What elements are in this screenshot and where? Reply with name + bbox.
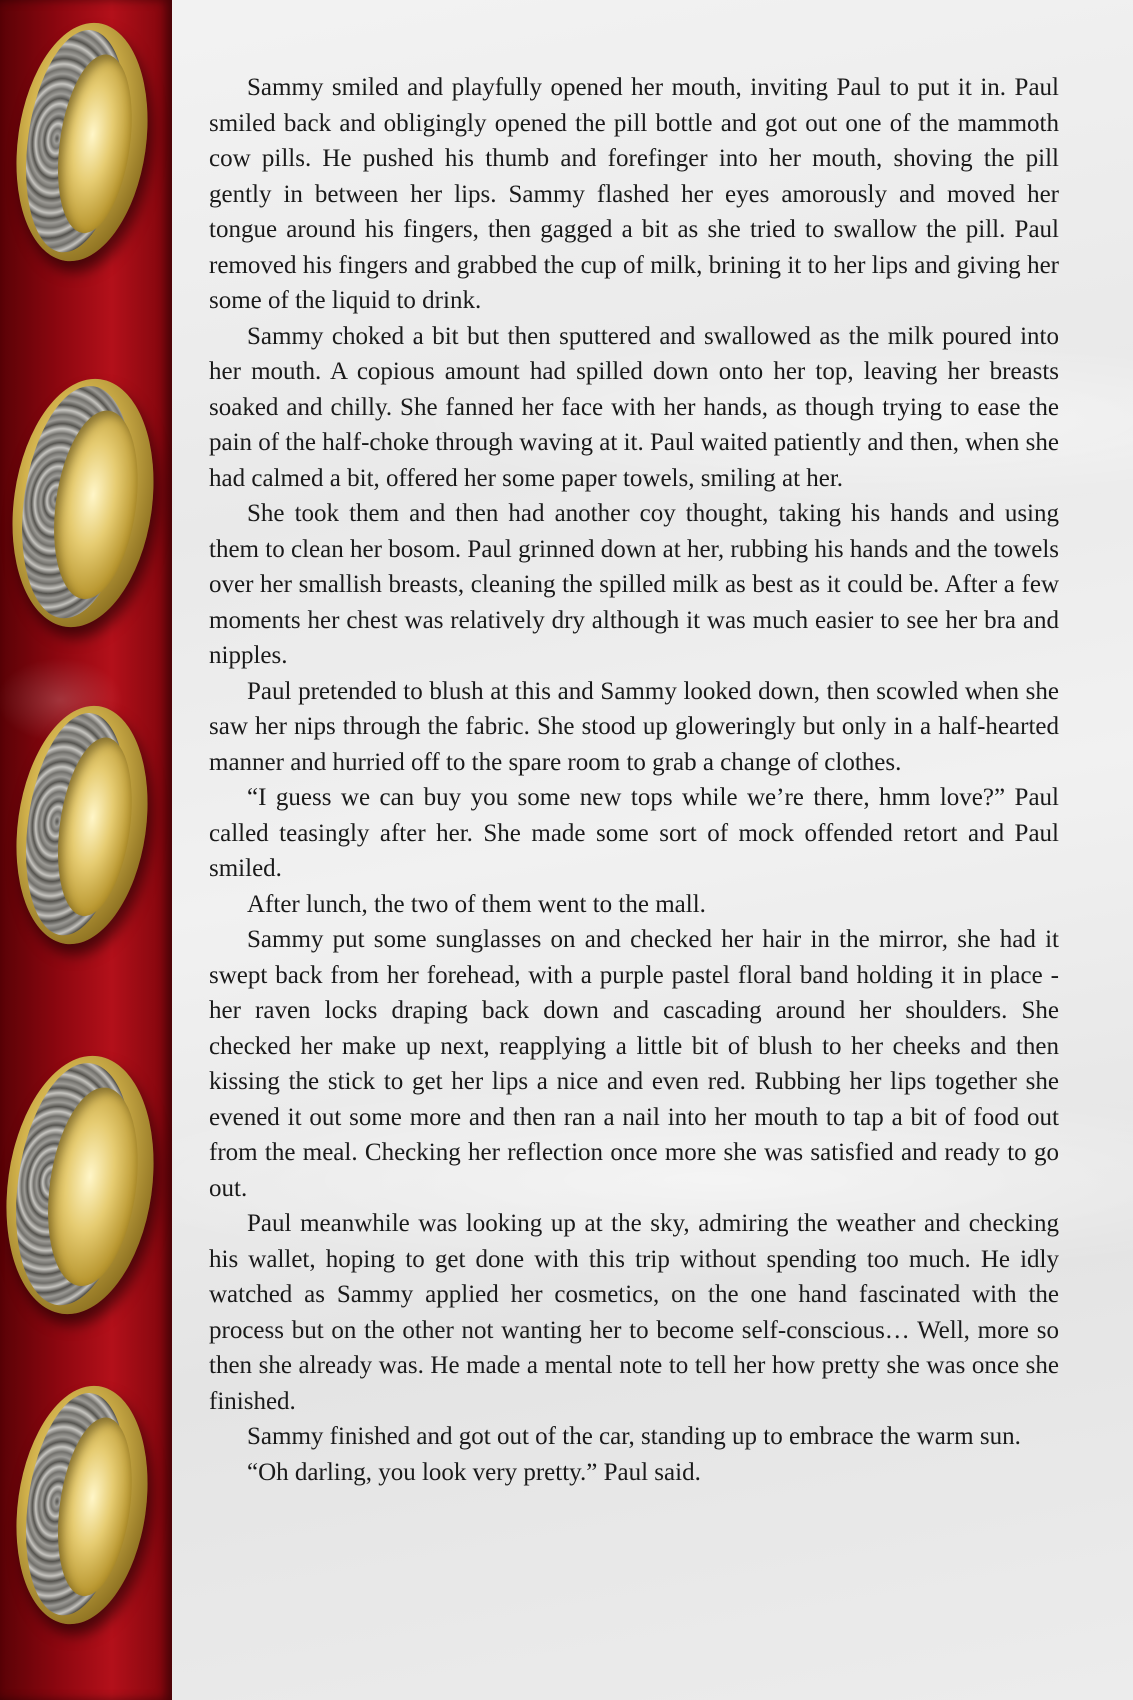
paragraph: Sammy smiled and playfully opened her mouth, inviting Paul to put it in. Paul smiled back and obligingly opened the pill bottle and got out one of the mammoth cow pills. He pushed his thumb and forefinger into her mouth, shoving the pill gently in between her lips. Sammy flashed her eyes amorously and moved her tongue around his fingers, then gagged a bit as she tried to swallow the pill. Paul removed his fingers and grabbed the cup of milk, brining it to her lips and giving her some of the liquid to drink. — [209, 74, 1059, 314]
paragraph: Paul meanwhile was looking up at the sky, admiring the weather and checking his wallet, hoping to get done with this trip without spending too much. He idly watched as Sammy applied her cosmetics, on the one hand fascinated with the process but on the other not wanting her to become self-conscious… Well, more so then she already was. He made a mental note to tell her how pretty she was once she finished. — [209, 1210, 1059, 1415]
paragraph: Paul pretended to blush at this and Sammy looked down, then scowled when she saw her nips through the fabric. She stood up gloweringly but only in a half-hearted manner and hurried off to the spare room to grab a change of clothes. — [209, 677, 1059, 776]
paragraph: She took them and then had another coy thought, taking his hands and using them to clean her bosom. Paul grinned down at her, rubbing his hands and the towels over her smallish breasts, cleaning the spilled milk as best as it could be. After a few moments her chest was relatively dry although it was much easier to see her bra and nipples. — [209, 500, 1059, 669]
decorative-ring-sidebar — [0, 0, 172, 1700]
paragraph: Sammy finished and got out of the car, standing up to embrace the warm sun. — [247, 1423, 1021, 1450]
ring-icon — [2, 14, 162, 269]
paragraph: Sammy put some sunglasses on and checked her hair in the mirror, she had it swept back from her forehead, with a purple pastel floral band holding it in place - her raven locks draping back down and cascading around her shoulders. She checked her make up next, reapplying a little bit of blush to her cheeks and then kissing the stick to get her lips a nice and even red. Rubbing her lips together she evened it out some more and then ran a nail into her mouth to tap a bit of food out from the meal. Checking her reflection once more she was satisfied and ready to go out. — [209, 926, 1059, 1202]
paragraph: “Oh darling, you look very pretty.” Paul said. — [247, 1458, 701, 1486]
ring-icon — [2, 697, 162, 952]
story-text — [209, 70, 1059, 1490]
paragraph: Sammy choked a bit but then sputtered and swallowed as the milk poured into her mouth. A copious amount had spilled down onto her top, leaving her breasts soaked and chilly. She fanned her face with her hands, as though trying to ease the pain of the half-choke through waving at it. Paul waited patiently and then, when she had calmed a bit, offered her some paper towels, smiling at her. — [209, 322, 1059, 492]
paragraph: After lunch, the two of them went to the mall. — [247, 890, 706, 918]
ring-icon — [0, 370, 169, 637]
ring-icon — [2, 1377, 162, 1632]
paragraph: “I guess we can buy you some new tops while we’re there, hmm love?” Paul called teasingly after her. She made some sort of mock offended retort and Paul smiled. — [209, 784, 1059, 882]
ring-icon — [0, 1046, 169, 1324]
